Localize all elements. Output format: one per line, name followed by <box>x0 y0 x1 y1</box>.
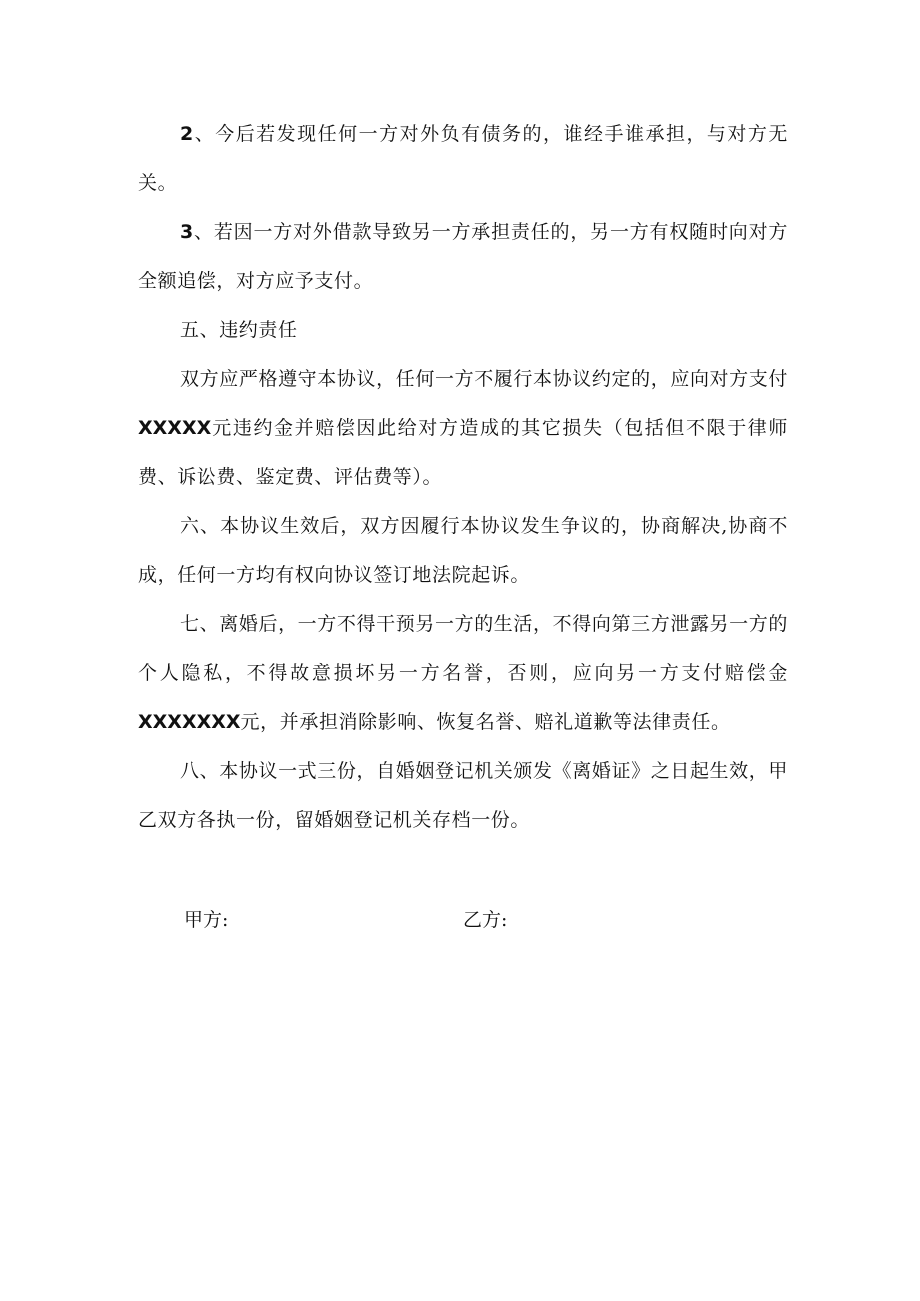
section-7-text-after: 元，并承担消除影响、恢复名誉、赔礼道歉等法律责任。 <box>240 711 731 733</box>
section-7-paragraph <box>138 600 788 747</box>
party-b-signature-label: 乙方: <box>463 909 508 931</box>
section-8-paragraph: 八、本协议一式三份，自婚姻登记机关颁发《离婚证》之日起生效，甲乙双方各执一份，留婚姻登记机关存档一份。 <box>138 760 788 831</box>
clause-2-number: 2 <box>180 123 194 145</box>
section-5-text-before: 双方应严格遵守本协议，任何一方不履行本协议约定的，应向对方支付 <box>180 368 788 390</box>
clause-3 <box>138 208 788 306</box>
clause-2-text: 、今后若发现任何一方对外负有债务的，谁经手谁承担，与对方无关。 <box>138 123 788 194</box>
penalty-amount-placeholder: XXXXX <box>138 417 212 439</box>
section-7-text-before: 七、离婚后，一方不得干预另一方的生活，不得向第三方泄露另一方的个人隐私，不得故意损坏另一方名誉，否则，应向另一方支付赔偿金 <box>138 613 788 684</box>
section-5-heading: 五、违约责任 <box>180 319 298 341</box>
party-a-signature-label: 甲方: <box>184 909 229 931</box>
section-5-paragraph <box>138 355 788 502</box>
compensation-amount-placeholder: XXXXXXX <box>138 711 241 733</box>
clause-2 <box>138 110 788 208</box>
clause-3-number: 3 <box>180 221 194 243</box>
clause-3-text: 、若因一方对外借款导致另一方承担责任的，另一方有权随时向对方全额追偿，对方应予支付。 <box>138 221 788 292</box>
section-6-paragraph: 六、本协议生效后，双方因履行本协议发生争议的，协商解决,协商不成，任何一方均有权向协议签订地法院起诉。 <box>138 515 788 586</box>
section-5-text-after: 元违约金并赔偿因此给对方造成的其它损失（包括但不限于律师费、诉讼费、鉴定费、评估费等）。 <box>138 417 788 488</box>
